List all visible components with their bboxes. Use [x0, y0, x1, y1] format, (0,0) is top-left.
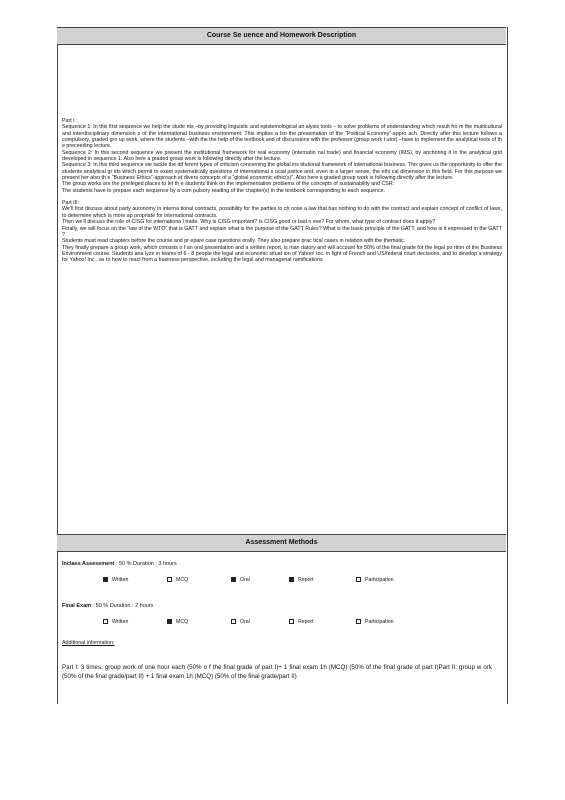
final-detail: : 50 % Duration : 2 hours: [92, 603, 154, 609]
final-option-report[interactable]: Report: [289, 619, 314, 625]
part1-heading: Part I :: [62, 118, 78, 124]
final-exam-line: [62, 603, 153, 609]
inclass-option-participation[interactable]: Participation: [356, 577, 394, 583]
final-label: Final Exam: [62, 603, 92, 609]
part3-heading: Part III:: [62, 200, 80, 207]
part3-paragraph: They finally prepare a group work, which consists o f an oral presentation and a written report, is man datory and will account for 50% of the final grade for the legal po rtion of the Business Environment course. Students ana lyze in teams of 6 - 8 people the legal and economic situat ion of Yahoo! Inc. in light of French and US/federal court decisions, and to develop a strategy for Yahoo! Inc . as to how to react from a business perspective, including the legal and managerial ramifications: [62, 244, 502, 264]
course-sequence-header: Course Se uence and Homework Description: [57, 27, 506, 45]
final-option-mcq[interactable]: MCQ: [167, 619, 188, 625]
checkbox-icon[interactable]: [289, 619, 294, 624]
inclass-label: Inclass Assessment: [62, 561, 115, 567]
part3-paragraph: Then we’ll discuss the role of CISG for internationa l trade. Why is CISG important? Is CISG good or bad n eve? For whom, what type of contract does it apply?: [62, 219, 436, 226]
part1-paragraph: The students have to prepare each sequence by a com pulsory reading of the chapter(s) in the textbook corresponding to each sequence.: [62, 187, 386, 194]
final-option-written[interactable]: Written: [103, 619, 128, 625]
checkbox-icon[interactable]: [103, 577, 108, 582]
checkbox-icon[interactable]: [103, 619, 108, 624]
checkbox-icon[interactable]: [167, 577, 172, 582]
part3-paragraph: We’ll first discuss about party autonomy in interna tional contracts, possibility for the parties to ch oose a law that has nothing to do with the contract and explain concept of conflict of laws, to determine which is more ap propriate for international contracts.: [62, 206, 502, 219]
part3-paragraph: Students must read chapters before the course and pr epare case questions orally. They also prepare prac tical cases in relation with the thematic.: [62, 238, 406, 245]
inclass-option-written[interactable]: Written: [103, 577, 128, 583]
checkbox-icon[interactable]: [356, 577, 361, 582]
final-option-participation[interactable]: Participation: [356, 619, 394, 625]
part1-paragraph: Sequence 2: In this second sequence we present the institutional framework for real economy (internatio nal trade) and financial economy (IMS), by anchoring it in the analytical grid developed in sequence 1. Also here a graded group work is following directly after the lecture.: [62, 149, 502, 163]
checkbox-icon[interactable]: [231, 577, 236, 582]
inclass-option-oral[interactable]: Oral: [231, 577, 250, 583]
inclass-option-mcq[interactable]: MCQ: [167, 577, 188, 583]
part3-paragraph: Finally, we will focus on the “law of the WTO” that is GATT and explain what is the purpose of the GATT Rules? What is the basic principle of the GATT, and how is it expressed in the GATT ?: [62, 225, 502, 238]
additional-info-label: Additional information:: [62, 640, 115, 646]
course-description: [62, 118, 502, 264]
checkbox-icon[interactable]: [289, 577, 294, 582]
final-option-oral[interactable]: Oral: [231, 619, 250, 625]
part1-paragraph: Sequence 1: In this first sequence we help the stude nts –by providing linguistic and epistemological an alysis tools – to solve problems of understanding which result fro m the multicultural and interdisciplinary dimension s of the international business environment. This implies a lso the presentation of the “Political Economy”-appro ach. Directly after this lecture follows a compulsory, graded gro up work, where the students –with the the help of the textbook and of discussions with the professor (group work t utor) –have to implement the analytical tools of th e preceeding lecture.: [62, 124, 502, 150]
inclass-detail: : 50 % Duration : 3 hours: [115, 561, 177, 567]
part1-paragraph: Sequence 3: In this third sequence we tackle the dif ferent types of criticism concerning the global ins titutional framework of international business. This gives us the opportunity to offer the students analytical gr ids which permit to exam systematically questions of international s ocial justice and, even in a larger sense, the ethi cal dimension in this field. For this purpose we present her also th e “Business Ethics”-approach et divers concepts of a “global economic ethic(s)”. Also here a graded group work is following directly after the lecture.: [62, 162, 502, 182]
part1-paragraph: The group works are the privileged places to let th e students think on the implementation problems of the concepts of sustainability and CSR.: [62, 181, 395, 188]
inclass-option-report[interactable]: Report: [289, 577, 314, 583]
checkbox-icon[interactable]: [356, 619, 361, 624]
inclass-assessment-line: [62, 561, 177, 567]
assessment-methods-header: Assessment Methods: [57, 534, 506, 552]
checkbox-icon[interactable]: [231, 619, 236, 624]
checkbox-icon[interactable]: [167, 619, 172, 624]
additional-info-text: Part I: 3 times, group work of one hour each (50% o f the final grade of part I)+ 1 final exam 1h (MCQ) (50% of the final grade of part I)Part II: group w ork (50% of the final grade/part II) + 1 final exam 1h (MCQ) (50% of the final grade/part II): [62, 664, 492, 680]
